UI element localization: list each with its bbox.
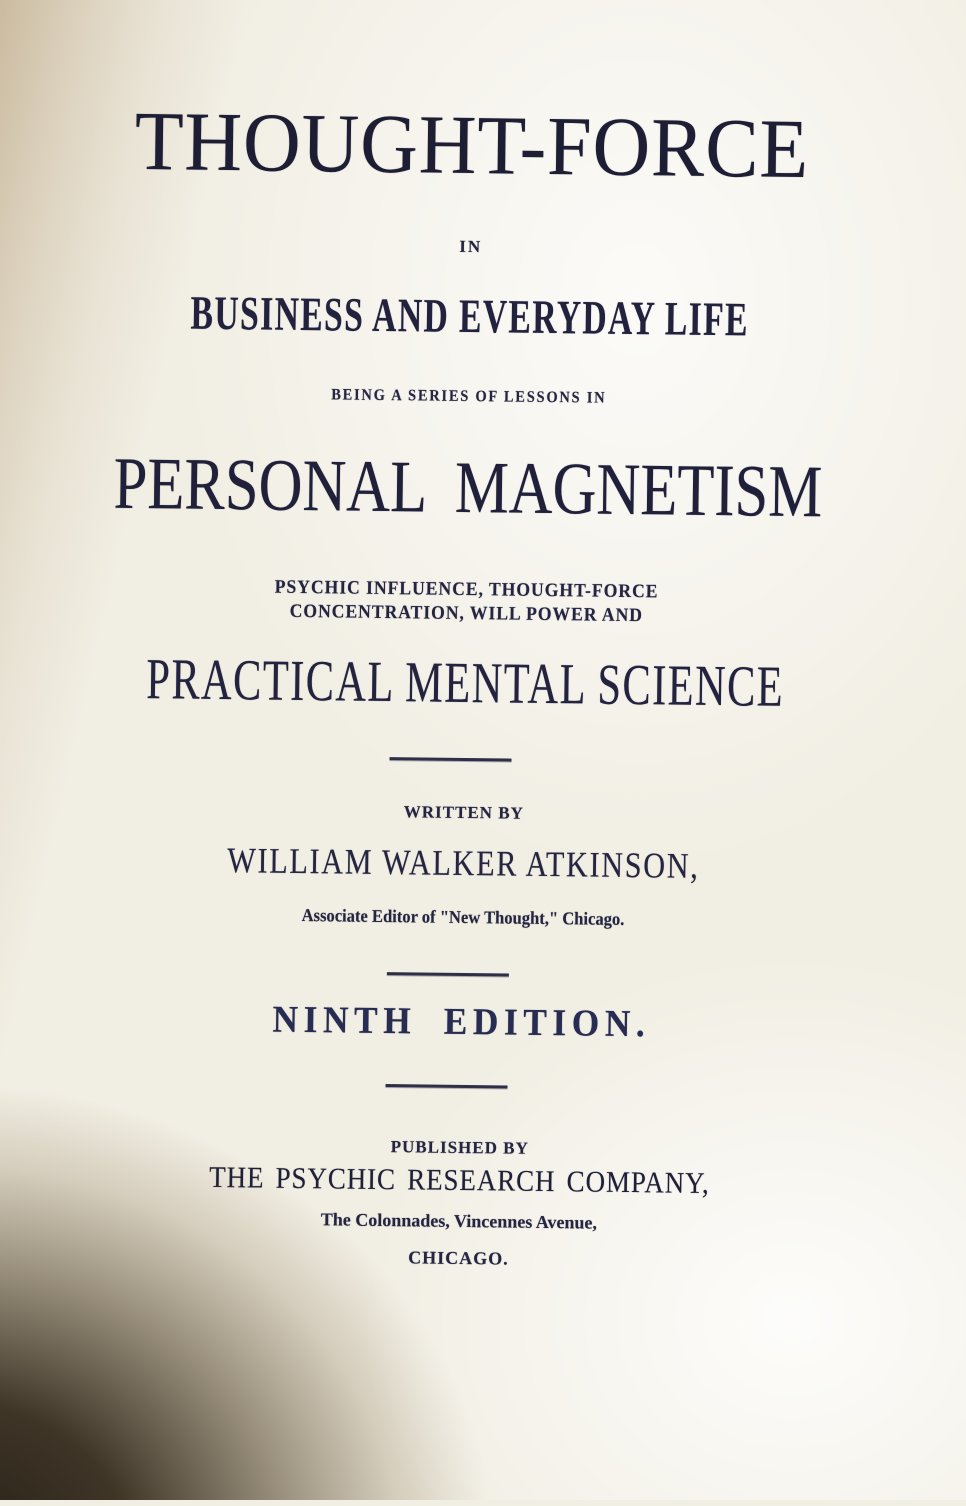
publisher-address-text: The Colonnades, Vincennes Avenue, — [320, 1209, 598, 1233]
publisher-name-text: THE PSYCHIC RESEARCH COMPANY, — [208, 1160, 710, 1201]
connector-in-text: IN — [459, 236, 483, 257]
publisher-address — [0, 1205, 924, 1237]
main-subject-text: PERSONAL MAGNETISM — [113, 442, 823, 534]
main-subject-title — [2, 440, 933, 536]
book-subtitle-text: BUSINESS AND EVERYDAY LIFE — [190, 286, 750, 347]
divider-rule-middle — [387, 972, 509, 976]
divider-rule-top — [390, 757, 512, 761]
publisher-city-text: CHICAGO. — [408, 1247, 509, 1269]
topics-line-1: PSYCHIC INFLUENCE, THOUGHT-FORCE — [274, 576, 659, 603]
edition-text: NINTH EDITION. — [272, 998, 651, 1046]
topics-line-2: CONCENTRATION, WILL POWER AND — [289, 600, 644, 627]
series-line-text: BEING A SERIES OF LESSONS IN — [331, 386, 607, 407]
book-title — [6, 92, 937, 200]
publisher-city — [0, 1242, 924, 1274]
series-line — [4, 382, 934, 412]
published-by-text: PUBLISHED BY — [390, 1137, 529, 1158]
edition-statement — [0, 995, 927, 1050]
topics-block — [1, 572, 932, 631]
connector-in — [6, 231, 936, 262]
science-line — [0, 644, 931, 722]
publisher-name — [0, 1158, 925, 1204]
author-credit-text: Associate Editor of "New Thought," Chicago. — [301, 905, 625, 929]
author-name-text: WILLIAM WALKER ATKINSON, — [226, 840, 700, 886]
divider-rule-bottom — [386, 1084, 508, 1088]
published-by-label — [0, 1132, 925, 1163]
book-title-text: THOUGHT-FORCE — [134, 94, 810, 197]
author-name — [0, 837, 928, 890]
science-line-text: PRACTICAL MENTAL SCIENCE — [146, 646, 785, 719]
author-credit — [0, 901, 928, 933]
written-by-label — [0, 797, 929, 828]
book-subtitle — [5, 283, 936, 350]
written-by-text: WRITTEN BY — [403, 802, 525, 823]
